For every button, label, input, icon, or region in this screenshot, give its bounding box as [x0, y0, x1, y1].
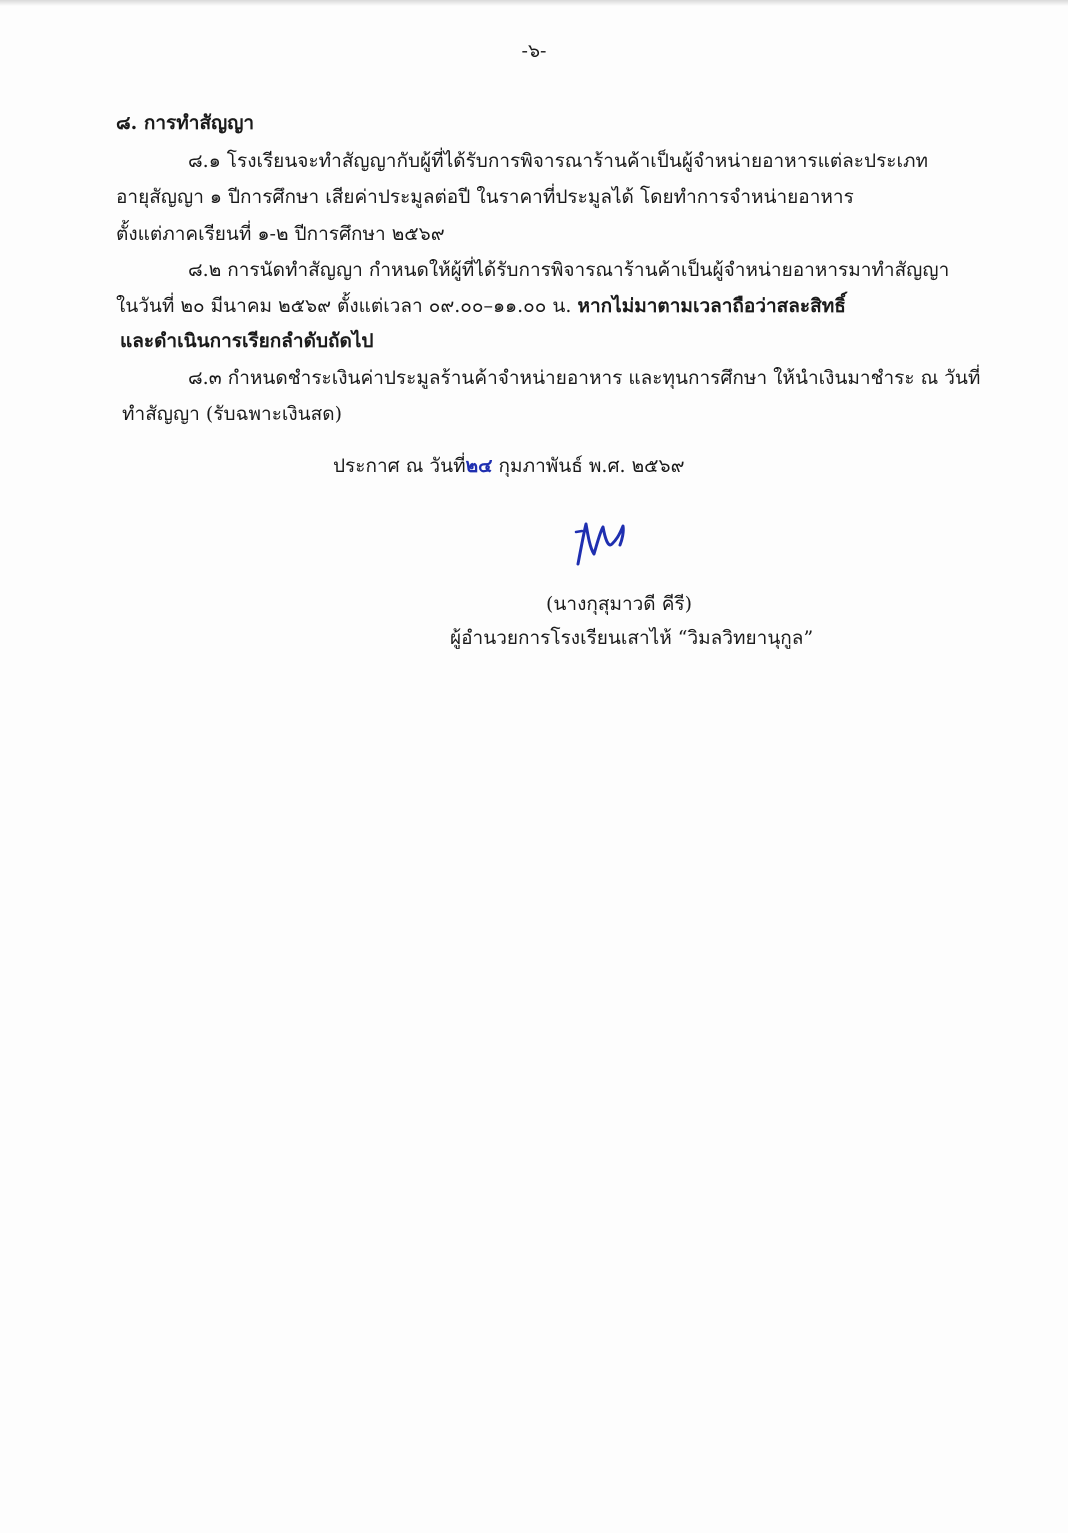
page-number: -๖-: [521, 40, 547, 62]
clause-8-1-line-1: ๘.๑ โรงเรียนจะทำสัญญากับผู้ที่ได้รับการพิจารณาร้านค้าเป็นผู้จำหน่ายอาหารแต่ละประเภท: [188, 150, 929, 172]
clause-8-3-line-1: ๘.๓ กำหนดชำระเงินค่าประมูลร้านค้าจำหน่ายอาหาร และทุนการศึกษา ให้นำเงินมาชำระ ณ วันที่: [188, 367, 981, 389]
clause-8-1-line-2: อายุสัญญา ๑ ปีการศึกษา เสียค่าประมูลต่อปี ในราคาที่ประมูลได้ โดยทำการจำหน่ายอาหาร: [116, 186, 854, 208]
signer-name: (นางกุสุมาวดี คีรี): [546, 593, 693, 615]
announcement-prefix: ประกาศ ณ วันที่: [333, 455, 466, 477]
announcement-date: [333, 453, 685, 479]
clause-8-3-line-2: ทำสัญญา (รับฉพาะเงินสด): [122, 403, 343, 425]
clause-8-2-line-1: ๘.๒ การนัดทำสัญญา กำหนดให้ผู้ที่ได้รับการพิจารณาร้านค้าเป็นผู้จำหน่ายอาหารมาทำสัญญา: [188, 259, 950, 281]
handwritten-day: ๒๔: [465, 455, 493, 477]
announcement-suffix: กุมภาพันธ์ พ.ศ. ๒๕๖๙: [492, 455, 685, 477]
clause-8-2-line-2-text: ในวันที่ ๒๐ มีนาคม ๒๕๖๙ ตั้งแต่เวลา ๐๙.๐๐–๑๑.๐๐ น.: [116, 295, 578, 317]
clause-8-2-line-2-bold: หากไม่มาตามเวลาถือว่าสละสิทธิ์: [577, 295, 846, 317]
clause-8-2-line-2: [116, 293, 846, 319]
signer-position: ผู้อำนวยการโรงเรียนเสาไห้ “วิมลวิทยานุกูล”: [450, 627, 814, 649]
scan-edge: [0, 0, 1068, 6]
clause-8-2-line-3: และดำเนินการเรียกลำดับถัดไป: [120, 330, 374, 352]
signature: [572, 518, 632, 568]
clause-8-1-line-3: ตั้งแต่ภาคเรียนที่ ๑-๒ ปีการศึกษา ๒๕๖๙: [116, 223, 445, 245]
section-heading: ๘. การทำสัญญา: [116, 112, 255, 134]
